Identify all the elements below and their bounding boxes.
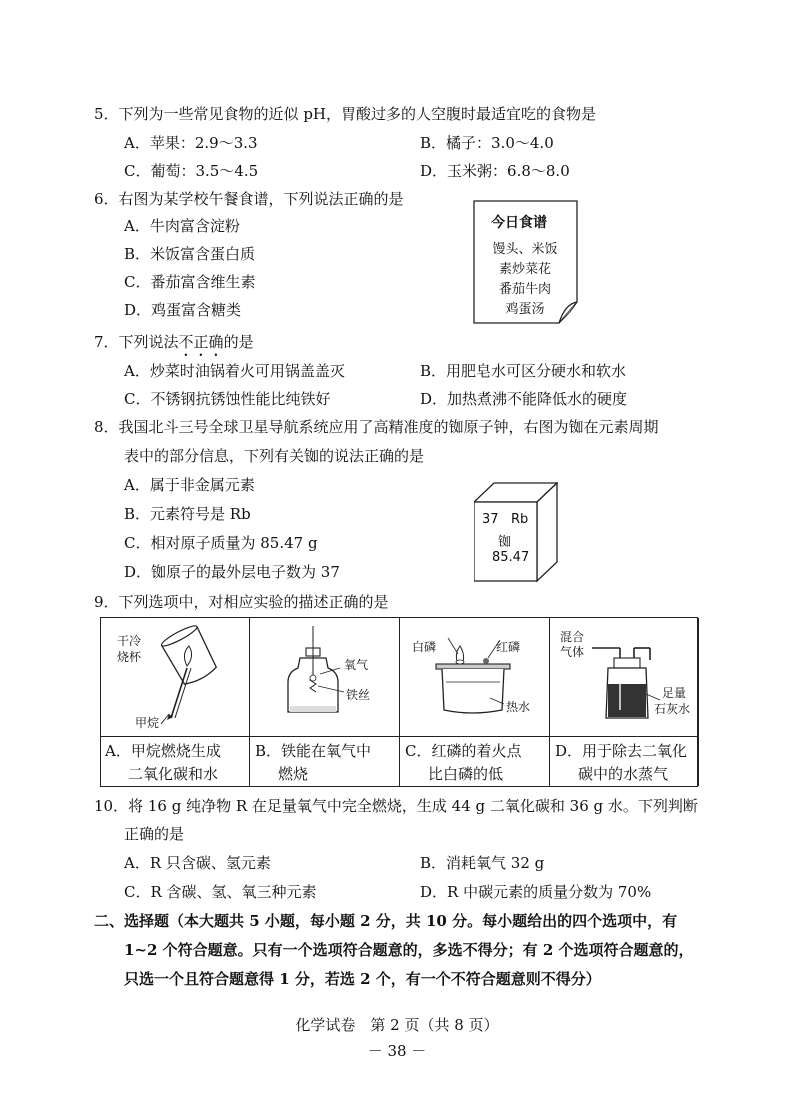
q6-option-c: C．番茄富含维生素 (124, 273, 256, 291)
mixed-gas-label-line2: 气体 (560, 645, 585, 659)
q5-option-b: B．橘子：3.0～4.0 (420, 134, 554, 152)
q8-option-d: D．铷原子的最外层电子数为 37 (124, 563, 340, 581)
q10-option-d: D．R 中碳元素的质量分数为 70% (420, 883, 652, 901)
element-cube-frame (474, 482, 558, 582)
page-footer: 化学试卷 第 2 页（共 8 页） (295, 1016, 499, 1034)
section2-heading-line3: 只选一个且符合题意得 1 分，若选 2 个，有一个不符合题意则不得分） (124, 970, 601, 988)
section2-heading-line2: 1~2 个符合题意。只有一个选项符合题意的，多选不得分；有 2 个选项符合题意的， (124, 941, 694, 959)
methane-label: 甲烷 (135, 716, 160, 730)
q7-option-d: D．加热煮沸不能降低水的硬度 (420, 390, 628, 408)
q7-option-a: A．炒菜时油锅着火可用锅盖盖灭 (124, 362, 345, 380)
menu-item: 素炒菜花 (498, 262, 551, 277)
caption-a-line2: 二氧化碳和水 (128, 765, 219, 783)
q7-stem-prefix: 7．下列说法 (94, 333, 179, 351)
q8-option-b: B．元素符号是 Rb (124, 505, 251, 523)
q6-stem: 6．右图为某学校午餐食谱，下列说法正确的是 (94, 190, 404, 208)
menu-card (473, 200, 585, 324)
q8-stem-line1: 8．我国北斗三号全球卫星导航系统应用了高精准度的铷原子钟，右图为铷在元素周期 (94, 418, 659, 436)
caption-c-line1: C．红磷的着火点 (405, 742, 522, 760)
q8-option-c: C．相对原子质量为 85.47 g (124, 534, 318, 552)
caption-a-line1: A．甲烷燃烧生成 (105, 742, 221, 760)
q7-stem-emphasis: 不正确 (178, 333, 224, 351)
q9-stem: 9．下列选项中，对相应实验的描述正确的是 (94, 593, 389, 611)
section2-heading-line1: 二、选择题（本大题共 5 小题，每小题 2 分，共 10 分。每小题给出的四个选项中，有 (94, 912, 678, 930)
iron-in-oxygen-illustration (250, 618, 400, 736)
menu-item: 鸡蛋汤 (505, 302, 545, 317)
limewater-label-line1: 足量 (662, 686, 687, 700)
q8-stem-line2: 表中的部分信息，下列有关铷的说法正确的是 (124, 447, 425, 465)
q7-option-c: C．不锈钢抗锈蚀性能比纯铁好 (124, 390, 331, 408)
page-number: － 38 － (367, 1042, 427, 1060)
caption-c-line2: 比白磷的低 (428, 765, 504, 783)
beaker-label-line1: 干冷 (117, 634, 142, 648)
caption-d-line2: 碳中的水蒸气 (578, 765, 669, 783)
menu-item: 馒头、米饭 (492, 242, 558, 257)
iron-wire-label: 铁丝 (346, 688, 371, 702)
white-phosphorus-label: 白磷 (412, 640, 437, 654)
atomic-mass: 85.47 (492, 550, 530, 565)
q5-option-c: C．葡萄：3.5～4.5 (124, 162, 259, 180)
experiment-table (100, 617, 698, 787)
q5-option-d: D．玉米粥：6.8～8.0 (420, 162, 570, 180)
q5-stem: 5．下列为一些常见食物的近似 pH，胃酸过多的人空腹时最适宜吃的食物是 (94, 105, 596, 123)
phosphorus-ignition-illustration (400, 618, 550, 736)
q8-option-a: A．属于非金属元素 (124, 476, 255, 494)
element-name: 铷 (498, 535, 512, 550)
element-symbol: Rb (511, 512, 529, 527)
atomic-number: 37 (482, 512, 499, 527)
q5-option-a: A．苹果：2.9～3.3 (124, 134, 258, 152)
q6-option-d: D．鸡蛋富含糖类 (124, 301, 242, 319)
mixed-gas-label-line1: 混合 (560, 630, 585, 644)
q6-option-a: A．牛肉富含淀粉 (124, 217, 240, 235)
caption-b-line2: 燃烧 (278, 765, 309, 783)
q6-option-b: B．米饭富含蛋白质 (124, 245, 256, 263)
q7-stem-suffix: 的是 (223, 333, 254, 351)
beaker-label-line2: 烧杯 (117, 650, 142, 664)
menu-title: 今日食谱 (491, 215, 547, 231)
q10-stem-line2: 正确的是 (124, 825, 185, 843)
q10-stem-line1: 10．将 16 g 纯净物 R 在足量氧气中完全燃烧，生成 44 g 二氧化碳和 36 g 水。下列判断 (94, 797, 698, 815)
caption-d-line1: D．用于除去二氧化 (555, 742, 688, 760)
hot-water-label: 热水 (506, 700, 531, 714)
red-phosphorus-label: 红磷 (496, 640, 521, 654)
q10-option-c: C．R 含碳、氢、氧三种元素 (124, 883, 317, 901)
element-card-rubidium (474, 482, 558, 582)
menu-item: 番茄牛肉 (498, 282, 551, 297)
q10-option-a: A．R 只含碳、氢元素 (124, 854, 271, 872)
oxygen-label: 氧气 (344, 658, 369, 672)
caption-b-line1: B．铁能在氧气中 (255, 742, 372, 760)
q7-stem (94, 331, 254, 360)
q7-option-b: B．用肥皂水可区分硬水和软水 (420, 362, 627, 380)
limewater-label-line2: 石灰水 (654, 702, 691, 716)
q10-option-b: B．消耗氧气 32 g (420, 854, 545, 872)
